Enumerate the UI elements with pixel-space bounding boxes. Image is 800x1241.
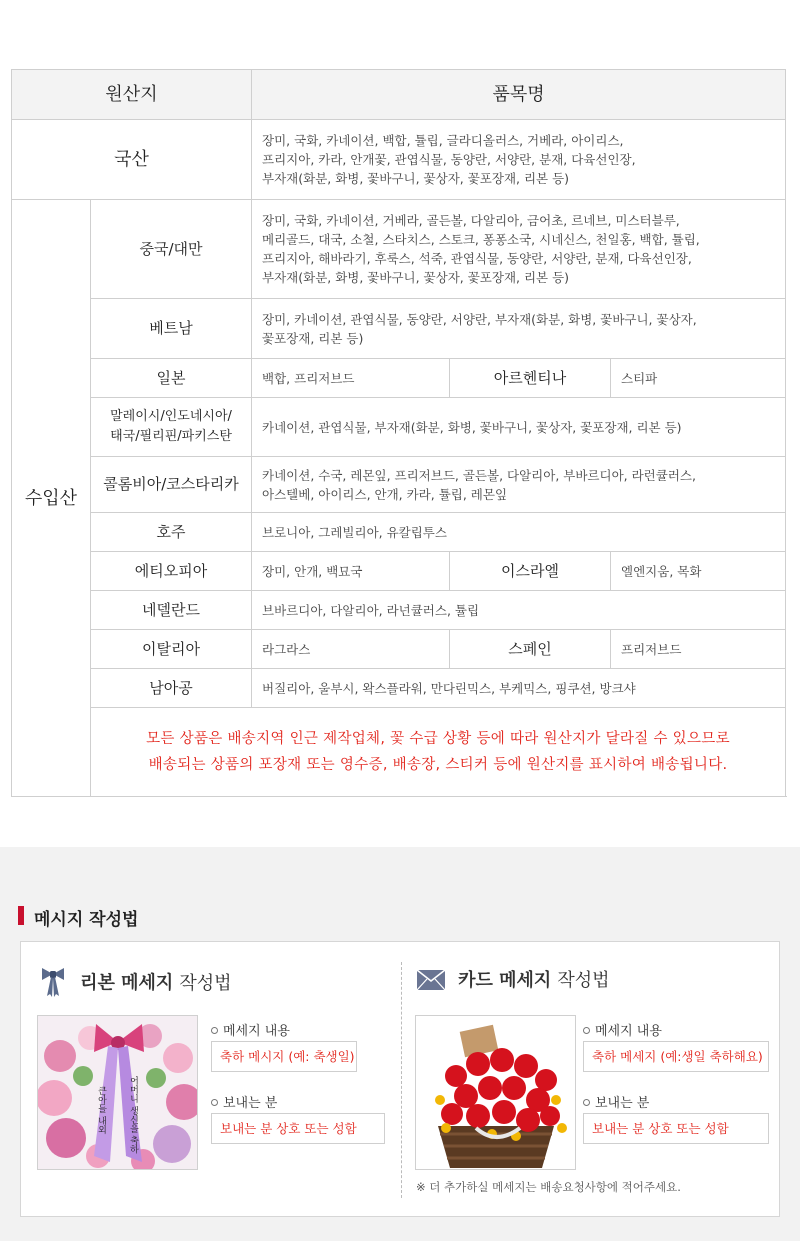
items-japan: 백합, 프리저브드 [252, 359, 450, 398]
origin-spain: 스페인 [450, 630, 611, 669]
items-line: 부자재(화분, 화병, 꽃바구니, 꽃상자, 꽃포장재, 리본 등) [262, 171, 570, 186]
svg-text:어머니 생신을 축하: 어머니 생신을 축하 [128, 1076, 138, 1154]
items-colombia [252, 457, 786, 513]
items-spain: 프리저브드 [611, 630, 786, 669]
ribbon-sender-label: 보내는 분 [211, 1092, 277, 1111]
card-title-normal: 작성법 [557, 970, 610, 991]
ribbon-panel-title [39, 966, 231, 996]
heading-accent-bar [18, 906, 24, 925]
table-row [12, 591, 786, 630]
items-line: 장미, 국화, 카네이션, 거베라, 골든볼, 다알리아, 금어초, 르네브, 미스터블루, [262, 213, 680, 228]
items-italy: 라그라스 [252, 630, 450, 669]
panel-divider [401, 962, 402, 1198]
ribbon-icon [39, 966, 67, 1002]
message-guide-section [0, 847, 800, 1241]
origin-japan: 일본 [91, 359, 252, 398]
origin-label-line: 말레이시/인도네시아/ [110, 409, 232, 424]
origin-label-line: 태국/필리핀/파키스탄 [110, 429, 232, 444]
section-title: 메시지 작성법 [34, 910, 139, 930]
origin-ethiopia: 에티오피아 [91, 552, 252, 591]
items-line: 프리지아, 해바라기, 후룩스, 석죽, 관엽식물, 동양란, 서양란, 분재, 다육선인장, [262, 251, 692, 266]
origin-south-africa: 남아공 [91, 669, 252, 708]
card-sender-label: 보내는 분 [583, 1092, 649, 1111]
items-header: 품목명 [252, 70, 786, 120]
items-line: 메리골드, 대국, 소철, 스타치스, 스토크, 퐁퐁소국, 시네신스, 천일홍, 백합, 튤립, [262, 232, 700, 247]
items-south-africa: 버질리아, 울부시, 왁스플라워, 만다린믹스, 부케믹스, 핑쿠션, 방크샤 [252, 669, 786, 708]
card-content-example: 축하 메세지 (예:생일 축하해요) [583, 1041, 769, 1072]
items-line: 장미, 국화, 카네이션, 백합, 튤립, 글라디올러스, 거베라, 아이리스, [262, 133, 624, 148]
ribbon-title-normal: 작성법 [179, 972, 232, 994]
table-row [12, 457, 786, 513]
table-header-row [12, 70, 786, 120]
table-row [12, 398, 786, 457]
items-line: 부자재(화분, 화병, 꽃바구니, 꽃상자, 꽃포장재, 리본 등) [262, 270, 570, 285]
bullet-icon [583, 1027, 590, 1034]
origin-vietnam: 베트남 [91, 299, 252, 359]
notice-row [12, 708, 786, 797]
card-content-label: 메세지 내용 [583, 1020, 662, 1039]
origin-notice [91, 708, 786, 797]
ribbon-example-photo [37, 1015, 198, 1170]
items-ethiopia: 장미, 안개, 백묘국 [252, 552, 450, 591]
card-title-bold: 카드 메세지 [458, 970, 552, 991]
svg-text:큰아들 내외: 큰아들 내외 [96, 1086, 106, 1134]
ribbon-title-bold: 리본 메세지 [80, 972, 174, 994]
card-panel-title [417, 966, 609, 996]
origin-israel: 이스라엘 [450, 552, 611, 591]
origin-italy: 이탈리아 [91, 630, 252, 669]
message-guide-box [20, 941, 780, 1217]
items-israel: 엘엔지움, 목화 [611, 552, 786, 591]
items-argentina: 스티파 [611, 359, 786, 398]
bullet-icon [583, 1099, 590, 1106]
table-row [12, 200, 786, 299]
table-row [12, 120, 786, 200]
origin-southeast-asia [91, 398, 252, 457]
table-row [12, 669, 786, 708]
notice-line: 모든 상품은 배송지역 인근 제작업체, 꽃 수급 상황 등에 따라 원산지가 달라질 수 있으므로 [146, 731, 730, 747]
bullet-icon [211, 1027, 218, 1034]
items-australia: 브로니아, 그레빌리아, 유칼립투스 [252, 513, 786, 552]
items-line: 프리지아, 카라, 안개꽃, 관엽식물, 동양란, 서양란, 분재, 다육선인장, [262, 152, 636, 167]
notice-line: 배송되는 상품의 포장재 또는 영수증, 배송장, 스티커 등에 원산지를 표시하여 배송됩니다. [148, 757, 728, 773]
items-vietnam [252, 299, 786, 359]
items-line: 장미, 카네이션, 관엽식물, 동양란, 서양란, 부자재(화분, 화병, 꽃바구니, 꽃상자, [262, 311, 697, 327]
origin-header: 원산지 [12, 70, 252, 120]
table-row [12, 299, 786, 359]
items-line: 꽃포장재, 리본 등) [262, 330, 364, 346]
table-row [12, 513, 786, 552]
card-sender-example: 보내는 분 상호 또는 성함 [583, 1113, 769, 1144]
items-china [252, 200, 786, 299]
origin-imported: 수입산 [12, 200, 91, 797]
card-note: ※ 더 추가하실 메세지는 배송요청사항에 적어주세요. [416, 1180, 681, 1194]
ribbon-content-example: 축하 메시지 (예: 축생일) [211, 1041, 357, 1072]
origin-colombia: 콜롬비아/코스타리카 [91, 457, 252, 513]
ribbon-content-label: 메세지 내용 [211, 1020, 290, 1039]
origin-domestic: 국산 [12, 120, 252, 200]
items-southeast-asia: 카네이션, 관엽식물, 부자재(화분, 화병, 꽃바구니, 꽃상자, 꽃포장재, 리본 등) [252, 398, 786, 457]
origin-australia: 호주 [91, 513, 252, 552]
items-line: 아스텔베, 아이리스, 안개, 카라, 튤립, 레몬잎 [262, 486, 508, 502]
bullet-icon [211, 1099, 218, 1106]
origin-netherlands: 네델란드 [91, 591, 252, 630]
items-line: 카네이션, 수국, 레몬잎, 프리저브드, 골든볼, 다알리아, 부바르디아, 라런큘러스, [262, 467, 696, 483]
envelope-icon [417, 970, 445, 994]
table-row [12, 630, 786, 669]
ribbon-sender-example: 보내는 분 상호 또는 성함 [211, 1113, 385, 1144]
items-domestic [252, 120, 786, 200]
origin-table [11, 69, 786, 797]
items-netherlands: 브바르디아, 다알리아, 라넌큘러스, 튤립 [252, 591, 786, 630]
table-row [12, 552, 786, 591]
table-row [12, 359, 786, 398]
card-example-photo [415, 1015, 576, 1170]
origin-argentina: 아르헨티나 [450, 359, 611, 398]
origin-china: 중국/대만 [91, 200, 252, 299]
